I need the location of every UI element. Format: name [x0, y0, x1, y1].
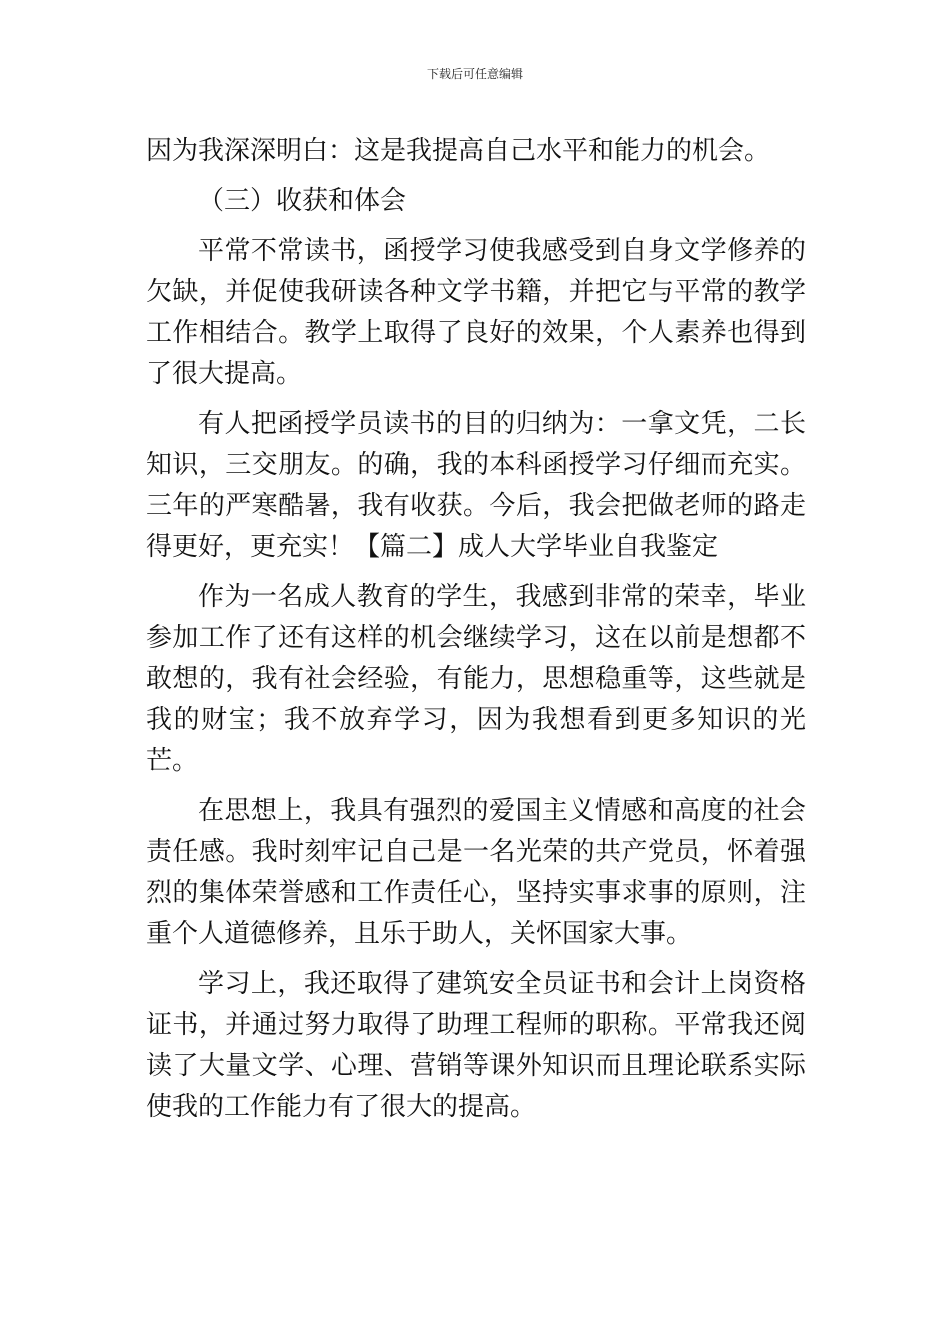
paragraph-continuation: 因为我深深明白：这是我提高自己水平和能力的机会。 [146, 136, 771, 166]
paragraph: 在思想上，我具有强烈的爱国主义情感和高度的社会责任感。我时刻牢记自己是一名光荣的共产党员，怀着强烈的集体荣誉感和工作责任心，坚持实事求事的原则，注重个人道德修养，且乐于助人，关怀国家大事。 [146, 796, 806, 949]
section-heading: （三）收获和体会 [198, 186, 407, 216]
paragraph: 平常不常读书，函授学习使我感受到自身文学修养的欠缺，并促使我研读各种文学书籍，并把它与平常的教学工作相结合。教学上取得了良好的效果，个人素养也得到了很大提高。 [146, 236, 806, 389]
paragraph: 学习上，我还取得了建筑安全员证书和会计上岗资格证书，并通过努力取得了助理工程师的职称。平常我还阅读了大量文学、心理、营销等课外知识而且理论联系实际使我的工作能力有了很大的提高。 [146, 969, 806, 1122]
paragraph: 有人把函授学员读书的目的归纳为：一拿文凭，二长知识，三交朋友。的确，我的本科函授学习仔细而充实。三年的严寒酷暑，我有收获。今后，我会把做老师的路走得更好，更充实！【篇二】成人大学毕业自我鉴定 [146, 409, 806, 562]
page-header: 下载后可任意编辑 [426, 67, 523, 81]
paragraph: 作为一名成人教育的学生，我感到非常的荣幸，毕业参加工作了还有这样的机会继续学习，这在以前是想都不敢想的，我有社会经验，有能力，思想稳重等，这些就是我的财宝；我不放弃学习，因为我想看到更多知识的光芒。 [146, 582, 806, 776]
document-body [146, 131, 806, 1137]
